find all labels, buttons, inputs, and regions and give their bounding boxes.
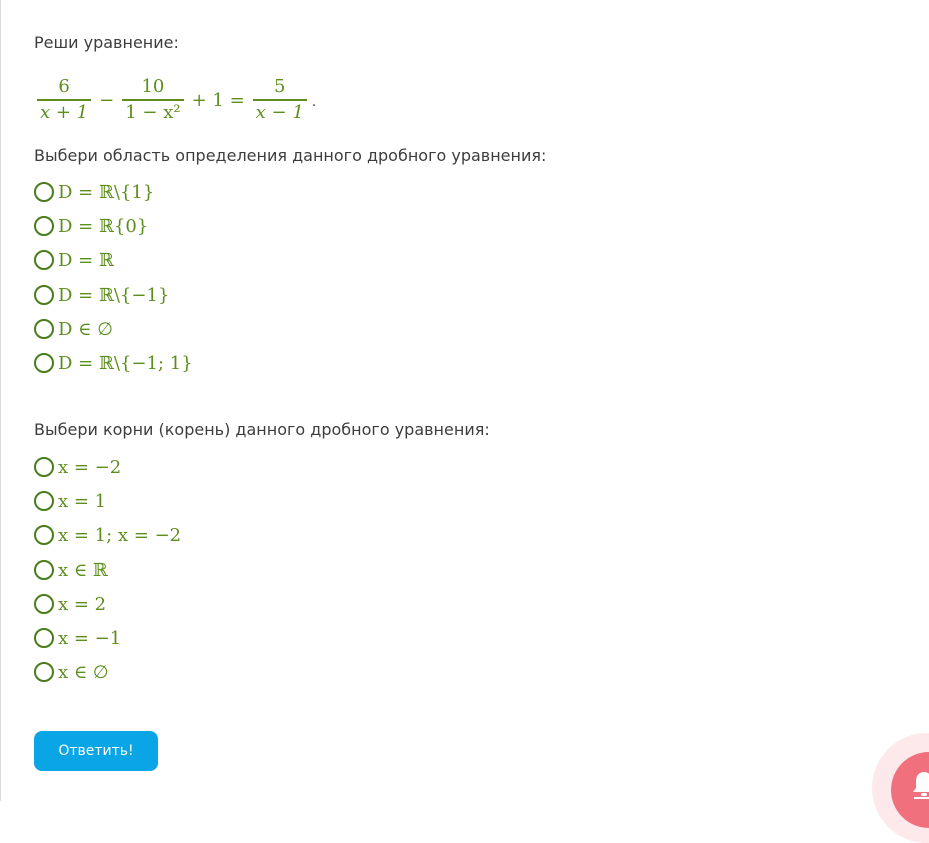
task-prompt: Реши уравнение: bbox=[34, 33, 179, 52]
radio-button[interactable] bbox=[34, 491, 54, 511]
equation-period: . bbox=[311, 94, 317, 110]
domain-option-label: D = ℝ\{1} bbox=[58, 181, 155, 203]
roots-option[interactable] bbox=[34, 593, 106, 615]
domain-option-label: D ∈ ∅ bbox=[58, 318, 113, 340]
domain-option-label: D = ℝ\{−1} bbox=[58, 284, 170, 306]
submit-answer-button[interactable]: Ответить! bbox=[34, 731, 158, 771]
domain-option-label: D = ℝ bbox=[58, 249, 114, 271]
roots-option-label: x = 1 bbox=[58, 490, 107, 512]
radio-button[interactable] bbox=[34, 250, 54, 270]
roots-option[interactable] bbox=[34, 524, 181, 546]
radio-button[interactable] bbox=[34, 182, 54, 202]
roots-option[interactable] bbox=[34, 661, 109, 683]
roots-option-label: x ∈ ℝ bbox=[58, 559, 108, 581]
radio-button[interactable] bbox=[34, 353, 54, 373]
domain-option[interactable] bbox=[34, 249, 114, 271]
domain-question-prompt: Выбери область определения данного дробного уравнения: bbox=[34, 146, 547, 165]
radio-button[interactable] bbox=[34, 319, 54, 339]
roots-option[interactable] bbox=[34, 559, 108, 581]
radio-button[interactable] bbox=[34, 560, 54, 580]
fraction-1 bbox=[37, 78, 91, 121]
roots-option-label: x = 2 bbox=[58, 593, 107, 615]
radio-button[interactable] bbox=[34, 285, 54, 305]
operator-plus-equals: + 1 = bbox=[191, 89, 245, 111]
roots-option-label: x = 1; x = −2 bbox=[58, 524, 182, 546]
fraction-3-numerator: 5 bbox=[274, 76, 286, 98]
roots-option-label: x ∈ ∅ bbox=[58, 661, 109, 683]
roots-option-label: x = −2 bbox=[58, 456, 122, 478]
domain-option[interactable] bbox=[34, 352, 193, 374]
radio-button[interactable] bbox=[34, 216, 54, 236]
radio-button[interactable] bbox=[34, 594, 54, 614]
domain-option[interactable] bbox=[34, 181, 154, 203]
roots-option-label: x = −1 bbox=[58, 627, 122, 649]
domain-option-label: D = ℝ\{−1; 1} bbox=[58, 352, 193, 374]
radio-button[interactable] bbox=[34, 628, 54, 648]
fraction-2-denominator: 1 − x² bbox=[125, 101, 181, 123]
roots-option[interactable] bbox=[34, 490, 106, 512]
domain-option[interactable] bbox=[34, 318, 113, 340]
operator-minus: − bbox=[99, 89, 115, 111]
fraction-3-denominator: x − 1 bbox=[255, 101, 304, 123]
fraction-1-denominator: x + 1 bbox=[40, 101, 89, 123]
left-border bbox=[0, 0, 1, 801]
domain-option[interactable] bbox=[34, 215, 148, 237]
roots-option[interactable] bbox=[34, 627, 121, 649]
radio-button[interactable] bbox=[34, 457, 54, 477]
roots-option[interactable] bbox=[34, 456, 121, 478]
domain-option-label: D = ℝ{0} bbox=[58, 215, 149, 237]
radio-button[interactable] bbox=[34, 525, 54, 545]
domain-option[interactable] bbox=[34, 284, 169, 306]
fraction-1-numerator: 6 bbox=[58, 76, 70, 98]
equation bbox=[34, 74, 316, 126]
fraction-2 bbox=[122, 78, 183, 121]
radio-button[interactable] bbox=[34, 662, 54, 682]
bell-icon bbox=[912, 770, 929, 801]
roots-question-prompt: Выбери корни (корень) данного дробного уравнения: bbox=[34, 420, 490, 439]
fraction-3 bbox=[253, 78, 307, 121]
fraction-2-numerator: 10 bbox=[141, 76, 165, 98]
